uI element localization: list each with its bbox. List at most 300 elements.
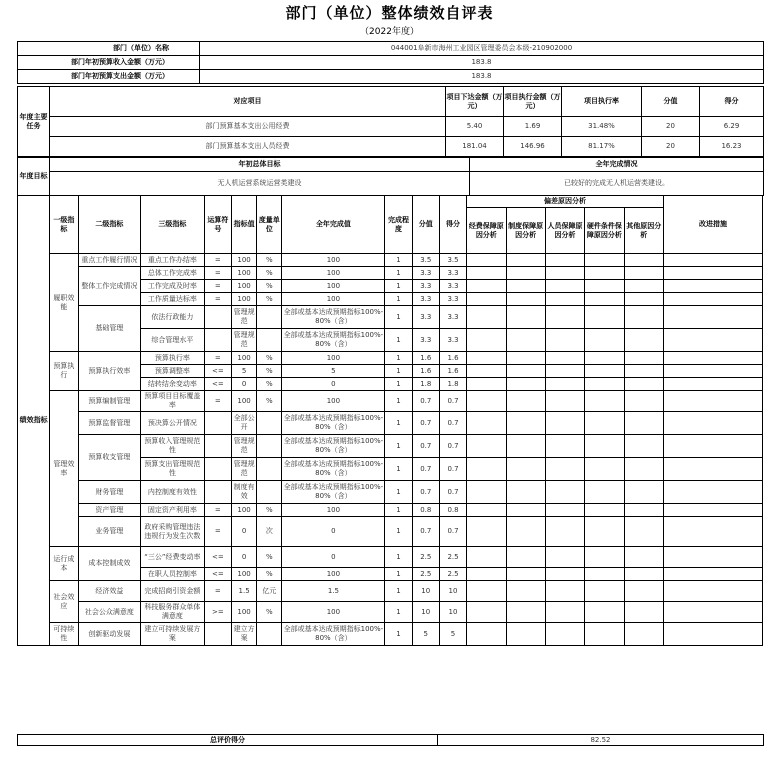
dev-cell	[545, 481, 584, 504]
dev-cell	[467, 378, 506, 391]
dev-cell	[585, 306, 624, 329]
got-cell: 0.7	[439, 412, 466, 435]
dev-cell	[585, 458, 624, 481]
task-executed: 146.96	[504, 137, 562, 157]
dev-cell	[467, 306, 506, 329]
degree-cell: 1	[385, 602, 412, 623]
dev-cell	[585, 352, 624, 365]
got-cell: 0.7	[439, 517, 466, 547]
dev-cell	[545, 517, 584, 547]
operator-cell: =	[204, 267, 231, 280]
dev-cell	[585, 412, 624, 435]
target-cell: 100	[231, 267, 256, 280]
dev-cell	[624, 329, 663, 352]
level1-label: 社会效应	[50, 581, 78, 623]
dev-cell	[624, 568, 663, 581]
dev-cell	[506, 581, 545, 602]
got-cell: 3.3	[439, 329, 466, 352]
got-cell: 10	[439, 581, 466, 602]
actual-cell: 1.5	[282, 581, 385, 602]
level2-label: 预算监督管理	[78, 412, 141, 435]
dev-cell	[506, 280, 545, 293]
dev-cell	[467, 365, 506, 378]
total-table	[17, 734, 764, 746]
operator-cell: <=	[204, 378, 231, 391]
level2-label: 资产管理	[78, 504, 141, 517]
dev-cell	[545, 568, 584, 581]
target-cell: 5	[231, 365, 256, 378]
actual-cell: 全部或基本达成预期指标100%-80%（含）	[282, 435, 385, 458]
actual-cell: 全部或基本达成预期指标100%-80%（含）	[282, 623, 385, 646]
dev-cell	[545, 458, 584, 481]
dev-cell	[506, 623, 545, 646]
level3-label: 综合管理水平	[141, 329, 205, 352]
score-cell: 3.3	[412, 293, 439, 306]
degree-cell: 1	[385, 581, 412, 602]
degree-cell: 1	[385, 412, 412, 435]
dev-cell	[585, 435, 624, 458]
actual-cell: 100	[282, 254, 385, 267]
unit-cell: %	[257, 254, 282, 267]
dev-cell	[506, 435, 545, 458]
unit-cell: %	[257, 378, 282, 391]
dev-cell	[585, 504, 624, 517]
indicators-table	[17, 195, 763, 646]
dev-cell	[467, 254, 506, 267]
info-value: 044001阜新市海州工业园区管理委员会本级-210902000	[200, 42, 764, 56]
operator-cell	[204, 412, 231, 435]
score-cell: 3.3	[412, 280, 439, 293]
dev-cell	[545, 378, 584, 391]
got-cell: 3.3	[439, 293, 466, 306]
level2-label: 业务管理	[78, 517, 141, 547]
unit-cell: %	[257, 352, 282, 365]
target-cell: 100	[231, 280, 256, 293]
operator-cell: =	[204, 504, 231, 517]
actual-cell: 全部或基本达成预期指标100%-80%（含）	[282, 329, 385, 352]
actual-cell: 100	[282, 568, 385, 581]
col-header-rate: 项目执行率	[562, 87, 642, 117]
degree-cell: 1	[385, 352, 412, 365]
measures-cell	[663, 412, 762, 435]
measures-cell	[663, 267, 762, 280]
level3-label: 结转结余变动率	[141, 378, 205, 391]
target-cell: 1.5	[231, 581, 256, 602]
got-cell: 0.8	[439, 504, 466, 517]
dev-cell	[545, 293, 584, 306]
dev-cell	[624, 352, 663, 365]
dev-cell	[545, 391, 584, 412]
dev-cell	[545, 412, 584, 435]
task-rate: 81.17%	[562, 137, 642, 157]
actual-cell: 100	[282, 280, 385, 293]
task-score: 20	[642, 117, 700, 137]
dev-cell	[506, 306, 545, 329]
col-header-got: 得分	[700, 87, 764, 117]
target-cell: 制度有效	[231, 481, 256, 504]
operator-cell: =	[204, 581, 231, 602]
unit-cell	[257, 329, 282, 352]
indicator-row	[18, 481, 763, 504]
dev-cell	[585, 391, 624, 412]
dev-cell	[467, 517, 506, 547]
dev-cell	[467, 458, 506, 481]
dev-header: 偏差原因分析	[467, 196, 664, 208]
dev-cell	[624, 267, 663, 280]
dev-cell	[506, 391, 545, 412]
col-header-got: 得分	[439, 196, 466, 254]
col-header-l3: 三级指标	[141, 196, 205, 254]
level1-label: 可持续性	[50, 623, 78, 646]
degree-cell: 1	[385, 458, 412, 481]
col-header-measures: 改进措施	[663, 196, 762, 254]
dev-cell	[624, 391, 663, 412]
indicator-row	[18, 517, 763, 547]
measures-cell	[663, 602, 762, 623]
page-subtitle: （2022年度）	[360, 27, 419, 37]
level2-label: 预算编制管理	[78, 391, 141, 412]
level3-label: 在职人员控制率	[141, 568, 205, 581]
col-header-op: 运算符号	[204, 196, 231, 254]
target-cell: 全部公开	[231, 412, 256, 435]
unit-cell: %	[257, 293, 282, 306]
degree-cell: 1	[385, 568, 412, 581]
task-row	[18, 117, 764, 137]
dev-cell	[624, 365, 663, 378]
score-cell: 1.6	[412, 365, 439, 378]
dev-cell	[506, 547, 545, 568]
got-cell: 0.7	[439, 435, 466, 458]
dev-cell	[506, 602, 545, 623]
dev-cell	[467, 581, 506, 602]
operator-cell: =	[204, 517, 231, 547]
target-cell: 建立方案	[231, 623, 256, 646]
degree-cell: 1	[385, 481, 412, 504]
dev-col-header: 其他原因分析	[624, 208, 663, 254]
dev-cell	[467, 547, 506, 568]
unit-cell: 次	[257, 517, 282, 547]
target-cell: 管理规范	[231, 306, 256, 329]
col-header-degree: 完成程度	[385, 196, 412, 254]
indicator-row	[18, 435, 763, 458]
indicator-row	[18, 412, 763, 435]
actual-cell: 100	[282, 602, 385, 623]
dev-cell	[467, 280, 506, 293]
info-value: 183.8	[200, 70, 764, 84]
dev-cell	[624, 412, 663, 435]
task-rate: 31.48%	[562, 117, 642, 137]
degree-cell: 1	[385, 623, 412, 646]
target-cell: 100	[231, 391, 256, 412]
actual-cell: 全部或基本达成预期指标100%-80%（含）	[282, 458, 385, 481]
task-row	[18, 137, 764, 157]
actual-cell: 0	[282, 517, 385, 547]
dev-col-header: 制度保障原因分析	[506, 208, 545, 254]
operator-cell	[204, 458, 231, 481]
info-label: 部门年初预算支出金额（万元）	[18, 70, 200, 84]
tasks-section-label: 年度主要任务	[18, 87, 50, 157]
got-cell: 1.6	[439, 365, 466, 378]
unit-cell	[257, 435, 282, 458]
dev-cell	[545, 280, 584, 293]
col-header-issued: 项目下达金额（万元）	[446, 87, 504, 117]
info-value: 183.8	[200, 56, 764, 70]
dev-cell	[506, 365, 545, 378]
measures-cell	[663, 329, 762, 352]
target-cell: 100	[231, 602, 256, 623]
score-cell: 2.5	[412, 547, 439, 568]
dev-cell	[506, 458, 545, 481]
task-issued: 5.40	[446, 117, 504, 137]
indicator-row	[18, 254, 763, 267]
actual-cell: 100	[282, 391, 385, 412]
col-header-l1: 一级指标	[50, 196, 78, 254]
dev-cell	[585, 568, 624, 581]
level2-label: 成本控制成效	[78, 547, 141, 581]
dev-cell	[545, 306, 584, 329]
measures-cell	[663, 581, 762, 602]
col-header-unit: 度量单位	[257, 196, 282, 254]
col-header-item: 对应项目	[50, 87, 446, 117]
col-header-executed: 项目执行金额（万元）	[504, 87, 562, 117]
measures-cell	[663, 458, 762, 481]
col-header-score: 分值	[642, 87, 700, 117]
measures-cell	[663, 623, 762, 646]
indicators-section-label: 绩效指标	[18, 196, 50, 646]
dev-cell	[624, 547, 663, 568]
unit-cell: 亿元	[257, 581, 282, 602]
dev-cell	[585, 365, 624, 378]
dev-cell	[624, 293, 663, 306]
level3-label: 预算项目目标覆盖率	[141, 391, 205, 412]
score-cell: 3.3	[412, 306, 439, 329]
goal-initial-text: 无人机运营系统运营类建设	[50, 172, 470, 196]
score-cell: 0.7	[412, 412, 439, 435]
dev-cell	[506, 329, 545, 352]
unit-cell: %	[257, 365, 282, 378]
score-cell: 0.7	[412, 391, 439, 412]
dev-cell	[585, 517, 624, 547]
degree-cell: 1	[385, 435, 412, 458]
measures-cell	[663, 547, 762, 568]
got-cell: 0.7	[439, 391, 466, 412]
dev-cell	[506, 254, 545, 267]
task-executed: 1.69	[504, 117, 562, 137]
score-cell: 0.7	[412, 435, 439, 458]
got-cell: 5	[439, 623, 466, 646]
info-table	[17, 41, 764, 84]
operator-cell: =	[204, 352, 231, 365]
dev-cell	[545, 365, 584, 378]
dev-cell	[545, 547, 584, 568]
operator-cell: =	[204, 293, 231, 306]
degree-cell: 1	[385, 329, 412, 352]
level2-label: 重点工作履行情况	[78, 254, 141, 267]
unit-cell	[257, 481, 282, 504]
unit-cell: %	[257, 280, 282, 293]
level3-label: “三公”经费变动率	[141, 547, 205, 568]
got-cell: 2.5	[439, 547, 466, 568]
degree-cell: 1	[385, 504, 412, 517]
dev-cell	[585, 547, 624, 568]
measures-cell	[663, 365, 762, 378]
operator-cell: =	[204, 391, 231, 412]
dev-cell	[624, 435, 663, 458]
score-cell: 5	[412, 623, 439, 646]
dev-cell	[467, 504, 506, 517]
level1-label: 预算执行	[50, 352, 78, 391]
degree-cell: 1	[385, 547, 412, 568]
task-item: 部门预算基本支出人员经费	[50, 137, 446, 157]
dev-cell	[585, 581, 624, 602]
dev-cell	[467, 568, 506, 581]
indicator-row	[18, 267, 763, 280]
unit-cell	[257, 412, 282, 435]
dev-cell	[467, 352, 506, 365]
dev-cell	[467, 481, 506, 504]
dev-cell	[585, 267, 624, 280]
level3-label: 固定资产利用率	[141, 504, 205, 517]
dev-col-header: 人员保障原因分析	[545, 208, 584, 254]
unit-cell: %	[257, 602, 282, 623]
dev-cell	[467, 293, 506, 306]
dev-cell	[585, 280, 624, 293]
unit-cell	[257, 623, 282, 646]
actual-cell: 0	[282, 378, 385, 391]
operator-cell: <=	[204, 568, 231, 581]
level3-label: 内控制度有效性	[141, 481, 205, 504]
dev-cell	[467, 602, 506, 623]
goal-table	[17, 157, 764, 196]
dev-cell	[585, 293, 624, 306]
target-cell: 100	[231, 352, 256, 365]
dev-cell	[506, 412, 545, 435]
dev-cell	[545, 504, 584, 517]
level3-label: 政府采购管理违法违规行为发生次数	[141, 517, 205, 547]
measures-cell	[663, 568, 762, 581]
dev-cell	[506, 568, 545, 581]
measures-cell	[663, 293, 762, 306]
goal-actual-header: 全年完成情况	[470, 158, 764, 172]
dev-cell	[624, 504, 663, 517]
task-got: 16.23	[700, 137, 764, 157]
dev-col-header: 经费保障原因分析	[467, 208, 506, 254]
unit-cell: %	[257, 504, 282, 517]
dev-cell	[467, 435, 506, 458]
col-header-score: 分值	[412, 196, 439, 254]
dev-cell	[624, 517, 663, 547]
level2-label: 基础管理	[78, 306, 141, 352]
dev-cell	[585, 378, 624, 391]
target-cell: 100	[231, 254, 256, 267]
measures-cell	[663, 481, 762, 504]
dev-cell	[545, 435, 584, 458]
operator-cell	[204, 623, 231, 646]
got-cell: 3.5	[439, 254, 466, 267]
got-cell: 0.7	[439, 481, 466, 504]
unit-cell: %	[257, 391, 282, 412]
total-label: 总评价得分	[18, 735, 438, 746]
score-cell: 3.3	[412, 329, 439, 352]
level2-label: 整体工作完成情况	[78, 267, 141, 306]
measures-cell	[663, 306, 762, 329]
dev-cell	[624, 581, 663, 602]
score-cell: 3.5	[412, 254, 439, 267]
page-title: 部门（单位）整体绩效自评表	[285, 4, 494, 22]
dev-cell	[506, 504, 545, 517]
operator-cell: =	[204, 280, 231, 293]
dev-cell	[585, 623, 624, 646]
degree-cell: 1	[385, 293, 412, 306]
level3-label: 工作质量达标率	[141, 293, 205, 306]
task-score: 20	[642, 137, 700, 157]
col-header-target: 指标值	[231, 196, 256, 254]
unit-cell	[257, 306, 282, 329]
operator-cell: <=	[204, 365, 231, 378]
dev-cell	[506, 352, 545, 365]
info-row	[18, 42, 764, 56]
dev-cell	[467, 623, 506, 646]
level2-label: 预算收支管理	[78, 435, 141, 481]
level3-label: 依法行政能力	[141, 306, 205, 329]
actual-cell: 100	[282, 352, 385, 365]
tasks-table	[17, 86, 764, 157]
got-cell: 1.6	[439, 352, 466, 365]
level1-label: 运行成本	[50, 547, 78, 581]
score-cell: 2.5	[412, 568, 439, 581]
dev-cell	[624, 458, 663, 481]
dev-cell	[506, 378, 545, 391]
score-cell: 3.3	[412, 267, 439, 280]
measures-cell	[663, 435, 762, 458]
actual-cell: 100	[282, 293, 385, 306]
indicator-row	[18, 306, 763, 329]
degree-cell: 1	[385, 306, 412, 329]
info-row	[18, 56, 764, 70]
indicator-row	[18, 391, 763, 412]
indicator-row	[18, 547, 763, 568]
dev-cell	[624, 602, 663, 623]
info-row	[18, 70, 764, 84]
indicator-row	[18, 602, 763, 623]
operator-cell: <=	[204, 547, 231, 568]
dev-cell	[585, 254, 624, 267]
actual-cell: 全部或基本达成预期指标100%-80%（含）	[282, 412, 385, 435]
target-cell: 100	[231, 504, 256, 517]
target-cell: 100	[231, 293, 256, 306]
measures-cell	[663, 391, 762, 412]
measures-cell	[663, 280, 762, 293]
dev-cell	[545, 329, 584, 352]
level2-label: 经济效益	[78, 581, 141, 602]
info-label: 部门年初预算收入金额（万元）	[18, 56, 200, 70]
degree-cell: 1	[385, 254, 412, 267]
actual-cell: 全部或基本达成预期指标100%-80%（含）	[282, 481, 385, 504]
indicators-header-row	[18, 196, 763, 208]
indicator-row	[18, 623, 763, 646]
indicator-row	[18, 504, 763, 517]
dev-cell	[585, 329, 624, 352]
dev-cell	[545, 352, 584, 365]
level1-label: 履职效能	[50, 254, 78, 352]
actual-cell: 100	[282, 267, 385, 280]
target-cell: 0	[231, 517, 256, 547]
measures-cell	[663, 254, 762, 267]
dev-cell	[624, 378, 663, 391]
measures-cell	[663, 378, 762, 391]
unit-cell	[257, 458, 282, 481]
got-cell: 2.5	[439, 568, 466, 581]
